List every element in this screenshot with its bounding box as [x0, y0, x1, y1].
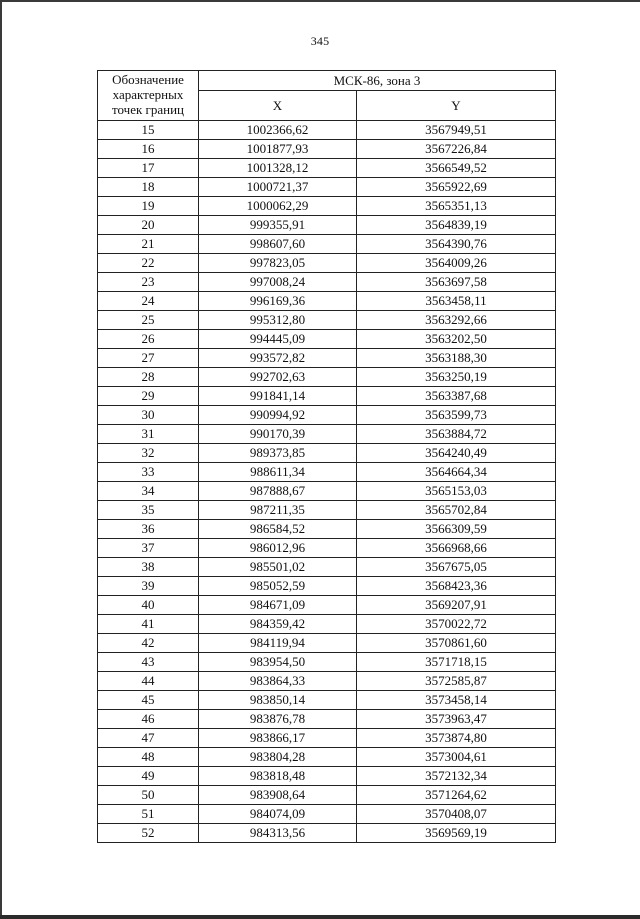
table-row: [98, 786, 556, 805]
point-number-cell: 21: [98, 235, 199, 254]
table-body: [98, 121, 556, 843]
x-coordinate-cell: 988611,34: [199, 463, 357, 482]
x-coordinate-cell: 987888,67: [199, 482, 357, 501]
point-number-cell: 39: [98, 577, 199, 596]
y-coordinate-cell: 3563884,72: [357, 425, 556, 444]
point-number-cell: 33: [98, 463, 199, 482]
y-coordinate-cell: 3569207,91: [357, 596, 556, 615]
page-number: 345: [310, 34, 330, 48]
table-row: [98, 539, 556, 558]
table-row: [98, 634, 556, 653]
y-coordinate-cell: 3567949,51: [357, 121, 556, 140]
y-coordinate-cell: 3565351,13: [357, 197, 556, 216]
point-number-cell: 24: [98, 292, 199, 311]
point-number-cell: 47: [98, 729, 199, 748]
x-coordinate-cell: 990994,92: [199, 406, 357, 425]
x-coordinate-cell: 983908,64: [199, 786, 357, 805]
table-row: [98, 406, 556, 425]
table-row: [98, 596, 556, 615]
table-row: [98, 178, 556, 197]
y-coordinate-cell: 3563697,58: [357, 273, 556, 292]
y-coordinate-cell: 3566549,52: [357, 159, 556, 178]
table-row: [98, 577, 556, 596]
point-number-cell: 43: [98, 653, 199, 672]
x-coordinate-cell: 986584,52: [199, 520, 357, 539]
y-coordinate-cell: 3564839,19: [357, 216, 556, 235]
x-coordinate-cell: 998607,60: [199, 235, 357, 254]
table-row: [98, 463, 556, 482]
x-coordinate-cell: 984119,94: [199, 634, 357, 653]
table-row: [98, 311, 556, 330]
table-row: [98, 672, 556, 691]
table-row: [98, 729, 556, 748]
x-coordinate-cell: 994445,09: [199, 330, 357, 349]
y-coordinate-cell: 3573963,47: [357, 710, 556, 729]
y-coordinate-cell: 3566309,59: [357, 520, 556, 539]
point-number-cell: 22: [98, 254, 199, 273]
y-coordinate-cell: 3563292,66: [357, 311, 556, 330]
y-coordinate-cell: 3563599,73: [357, 406, 556, 425]
y-coordinate-cell: 3564664,34: [357, 463, 556, 482]
table-row: [98, 235, 556, 254]
point-number-cell: 25: [98, 311, 199, 330]
table-row: [98, 349, 556, 368]
x-coordinate-cell: 1000721,37: [199, 178, 357, 197]
table-row: [98, 330, 556, 349]
point-number-cell: 23: [98, 273, 199, 292]
point-number-cell: 37: [98, 539, 199, 558]
y-coordinate-cell: 3563188,30: [357, 349, 556, 368]
y-coordinate-cell: 3571264,62: [357, 786, 556, 805]
table-row: [98, 653, 556, 672]
table-row: [98, 558, 556, 577]
point-number-cell: 45: [98, 691, 199, 710]
y-coordinate-cell: 3564009,26: [357, 254, 556, 273]
table-row: [98, 121, 556, 140]
x-coordinate-cell: 997008,24: [199, 273, 357, 292]
point-number-cell: 42: [98, 634, 199, 653]
point-number-cell: 16: [98, 140, 199, 159]
point-number-cell: 28: [98, 368, 199, 387]
y-coordinate-cell: 3573458,14: [357, 691, 556, 710]
point-number-cell: 48: [98, 748, 199, 767]
y-coordinate-cell: 3570408,07: [357, 805, 556, 824]
x-coordinate-cell: 983866,17: [199, 729, 357, 748]
table-row: [98, 273, 556, 292]
point-number-cell: 31: [98, 425, 199, 444]
y-coordinate-cell: 3563387,68: [357, 387, 556, 406]
y-coordinate-cell: 3567675,05: [357, 558, 556, 577]
y-coordinate-cell: 3569569,19: [357, 824, 556, 843]
y-coordinate-cell: 3563202,50: [357, 330, 556, 349]
point-number-cell: 46: [98, 710, 199, 729]
point-number-cell: 20: [98, 216, 199, 235]
x-coordinate-cell: 987211,35: [199, 501, 357, 520]
point-number-cell: 35: [98, 501, 199, 520]
header-coordinate-system: МСК-86, зона 3: [199, 71, 556, 91]
table-row: [98, 444, 556, 463]
table-row: [98, 482, 556, 501]
x-coordinate-cell: 995312,80: [199, 311, 357, 330]
scan-edge-top: [0, 0, 640, 2]
point-number-cell: 50: [98, 786, 199, 805]
x-coordinate-cell: 997823,05: [199, 254, 357, 273]
y-coordinate-cell: 3563250,19: [357, 368, 556, 387]
y-coordinate-cell: 3565702,84: [357, 501, 556, 520]
point-number-cell: 15: [98, 121, 199, 140]
point-number-cell: 34: [98, 482, 199, 501]
y-coordinate-cell: 3565922,69: [357, 178, 556, 197]
point-number-cell: 18: [98, 178, 199, 197]
x-coordinate-cell: 984359,42: [199, 615, 357, 634]
header-y: Y: [357, 91, 556, 121]
y-coordinate-cell: 3571718,15: [357, 653, 556, 672]
point-number-cell: 51: [98, 805, 199, 824]
x-coordinate-cell: 993572,82: [199, 349, 357, 368]
x-coordinate-cell: 983864,33: [199, 672, 357, 691]
x-coordinate-cell: 991841,14: [199, 387, 357, 406]
point-number-cell: 41: [98, 615, 199, 634]
point-number-cell: 49: [98, 767, 199, 786]
table-row: [98, 159, 556, 178]
y-coordinate-cell: 3572132,34: [357, 767, 556, 786]
table-row: [98, 501, 556, 520]
table-row: [98, 824, 556, 843]
y-coordinate-cell: 3563458,11: [357, 292, 556, 311]
table-row: [98, 425, 556, 444]
table-row: [98, 140, 556, 159]
scan-edge-left: [0, 0, 2, 919]
point-number-cell: 32: [98, 444, 199, 463]
y-coordinate-cell: 3570022,72: [357, 615, 556, 634]
x-coordinate-cell: 1001328,12: [199, 159, 357, 178]
table-row: [98, 691, 556, 710]
x-coordinate-cell: 983804,28: [199, 748, 357, 767]
table-row: [98, 368, 556, 387]
table-row: [98, 767, 556, 786]
point-number-cell: 40: [98, 596, 199, 615]
x-coordinate-cell: 1001877,93: [199, 140, 357, 159]
x-coordinate-cell: 983954,50: [199, 653, 357, 672]
point-number-cell: 19: [98, 197, 199, 216]
x-coordinate-cell: 1002366,62: [199, 121, 357, 140]
x-coordinate-cell: 996169,36: [199, 292, 357, 311]
x-coordinate-cell: 984074,09: [199, 805, 357, 824]
table-row: [98, 197, 556, 216]
y-coordinate-cell: 3565153,03: [357, 482, 556, 501]
x-coordinate-cell: 983818,48: [199, 767, 357, 786]
y-coordinate-cell: 3573874,80: [357, 729, 556, 748]
x-coordinate-cell: 990170,39: [199, 425, 357, 444]
point-number-cell: 36: [98, 520, 199, 539]
x-coordinate-cell: 985501,02: [199, 558, 357, 577]
x-coordinate-cell: 989373,85: [199, 444, 357, 463]
table-row: [98, 387, 556, 406]
table-row: [98, 615, 556, 634]
y-coordinate-cell: 3567226,84: [357, 140, 556, 159]
point-number-cell: 29: [98, 387, 199, 406]
y-coordinate-cell: 3564390,76: [357, 235, 556, 254]
scan-edge-bottom: [0, 915, 640, 919]
y-coordinate-cell: 3573004,61: [357, 748, 556, 767]
point-number-cell: 52: [98, 824, 199, 843]
y-coordinate-cell: 3564240,49: [357, 444, 556, 463]
y-coordinate-cell: 3570861,60: [357, 634, 556, 653]
y-coordinate-cell: 3566968,66: [357, 539, 556, 558]
table-row: [98, 292, 556, 311]
coordinates-table: [97, 70, 556, 843]
point-number-cell: 30: [98, 406, 199, 425]
header-x: X: [199, 91, 357, 121]
point-number-cell: 27: [98, 349, 199, 368]
x-coordinate-cell: 985052,59: [199, 577, 357, 596]
x-coordinate-cell: 1000062,29: [199, 197, 357, 216]
x-coordinate-cell: 999355,91: [199, 216, 357, 235]
table-row: [98, 216, 556, 235]
point-number-cell: 17: [98, 159, 199, 178]
table-row: [98, 520, 556, 539]
x-coordinate-cell: 986012,96: [199, 539, 357, 558]
table-header: [98, 71, 556, 121]
point-number-cell: 44: [98, 672, 199, 691]
table-row: [98, 710, 556, 729]
x-coordinate-cell: 984313,56: [199, 824, 357, 843]
y-coordinate-cell: 3568423,36: [357, 577, 556, 596]
x-coordinate-cell: 992702,63: [199, 368, 357, 387]
x-coordinate-cell: 983876,78: [199, 710, 357, 729]
y-coordinate-cell: 3572585,87: [357, 672, 556, 691]
point-number-cell: 38: [98, 558, 199, 577]
x-coordinate-cell: 984671,09: [199, 596, 357, 615]
point-number-cell: 26: [98, 330, 199, 349]
table-row: [98, 254, 556, 273]
x-coordinate-cell: 983850,14: [199, 691, 357, 710]
table-row: [98, 805, 556, 824]
header-point-label: Обозначение характерных точек границ: [98, 71, 199, 121]
table-row: [98, 748, 556, 767]
